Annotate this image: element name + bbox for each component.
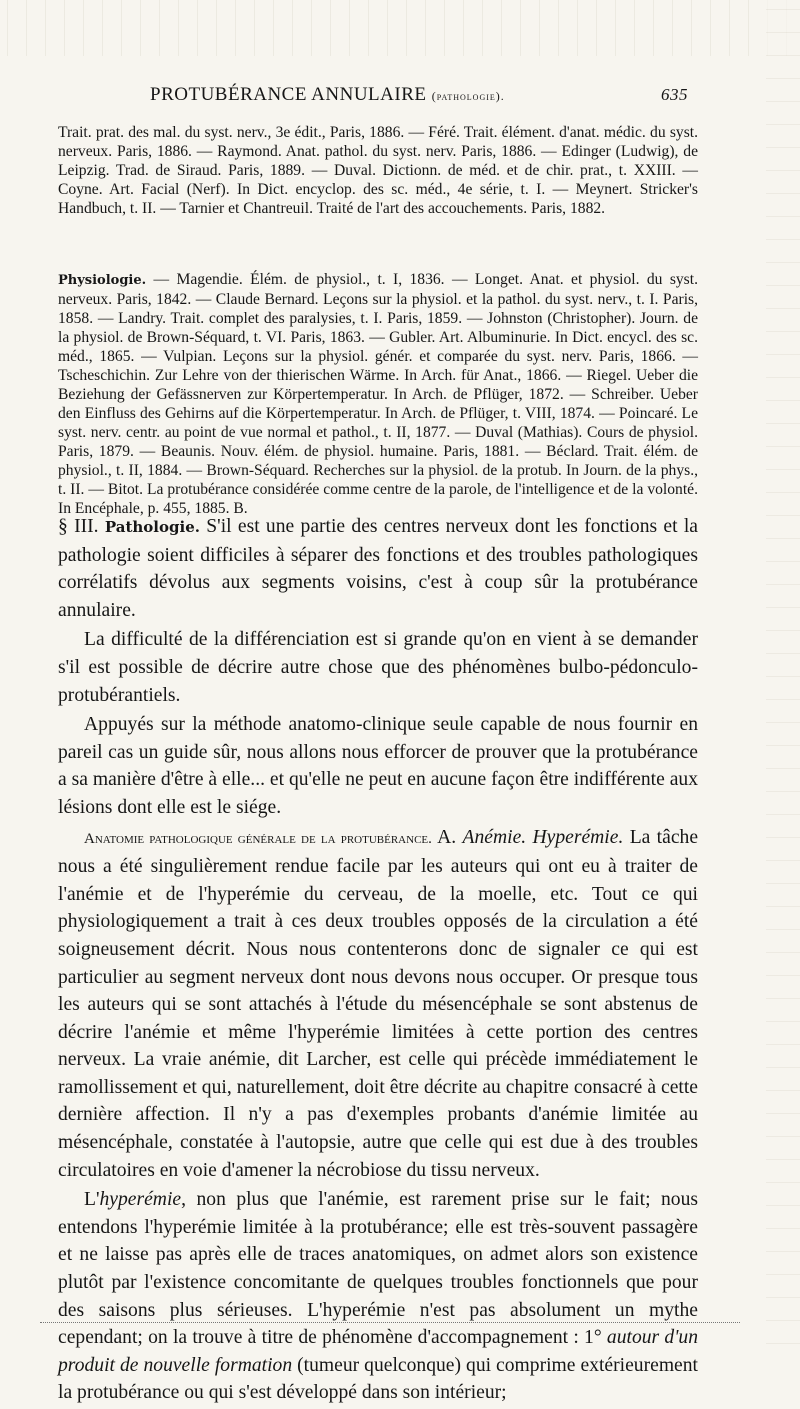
paragraph-2: La difficulté de la différenciation est si grande qu'on en vient à se demander s'il est possible de décrire autre chose que des phénomènes bulbo-pédonculo-protubérantiels. (58, 629, 698, 706)
header-subtitle: (pathologie). (431, 89, 505, 103)
bibliography-lead: Physiologie. (58, 273, 147, 288)
bibliography-block-1 (58, 123, 698, 218)
paragraph-1: § III. Pathologie. S'il est une partie des centres nerveux dont les fonctions et la pathologie soient difficiles à séparer des fonctions et des troubles pathologiques corrélatifs dévolus aux segments voisins, c'est à coup sûr la protubérance annulaire. (58, 516, 698, 621)
main-text (58, 513, 698, 1409)
section-marker: § III. (58, 516, 99, 537)
header-title: PROTUBÉRANCE ANNULAIRE (pathologie). (150, 84, 505, 105)
bibliography-paragraph (58, 270, 698, 518)
running-header (92, 84, 688, 106)
bibliography-text: Trait. prat. des mal. du syst. nerv., 3e édit., Paris, 1886. — Féré. Trait. élément. d'anat. médic. du syst. nerveux. Paris, 1886. — Raymond. Anat. pathol. du syst. nerv. Paris, 1886. — Edinger (Ludwig), de Leipzig. Trad. de Siraud. Paris, 1889. — Duval. Dictionn. de méd. et de chir. prat., t. XXIII. — Coyne. Art. Facial (Nerf). In Dict. encyclop. des sc. méd., 4e série, t. I. — Meynert. Stricker's Handbuch, t. II. — Tarnier et Chantreuil. Traité de l'art des accouchements. Paris, 1882. (58, 124, 698, 217)
footer-dotted-rule (40, 1322, 740, 1324)
subsection-heading: Anatomie pathologique générale de la protubérance. (84, 830, 432, 847)
paragraph-5: L'hyperémie, non plus que l'anémie, est rarement prise sur le fait; nous entendons l'hyperémie limitée à la protubérance; elle est très-souvent passagère et ne laisse pas après elle de traces anatomiques, on admet alors son existence plutôt par l'existence concomitante de quelques troubles fonctionnels que pour des saisons plus sérieuses. L'hyperémie n'est pas absolument un mythe cependant; on la trouve à titre de phénomène d'accompagnement : 1° autour d'un produit de nouvelle formation (tumeur quelconque) qui comprime extérieurement la protubérance ou qui s'est développé dans son intérieur; (58, 1189, 698, 1404)
page-number: 635 (661, 85, 688, 104)
scan-noise-edge (766, 0, 800, 1357)
bibliography-text: — Magendie. Élém. de physiol., t. I, 1836. — Longet. Anat. et physiol. du syst. nerveux. Paris, 1842. — Claude Bernard. Leçons sur la physiol. et la pathol. du syst. nerv., t. I. Paris, 1858. — Landry. Trait. complet des paralysies, t. I. Paris, 1859. — Johnston (Christopher). Journ. de la physiol. de Brown-Séquard, t. VI. Paris, 1863. — Gubler. Art. Albuminurie. In Dict. encycl. des sc. méd., 1865. — Vulpian. Leçons sur la physiol. génér. et comparée du syst. nerv. Paris, 1866. — Tscheschichin. Zur Lehre von der thierischen Wärme. In Arch. für Anat., 1866. — Riegel. Ueber die Beziehung der Gefässnerven zur Körpertemperatur. In Arch. de Pflüger, 1872. — Schreiber. Ueber den Einfluss des Gehirns auf die Körpertemperatur. In Arch. de Pflüger, t. VIII, 1874. — Poincaré. Le syst. nerv. centr. au point de vue normal et pathol., t. II, 1877. — Duval (Mathias). Cours de physiol. Paris, 1879. — Beaunis. Nouv. élém. de physiol. humaine. Paris, 1881. — Béclard. Trait. élém. de physiol., t. II, 1884. — Brown-Séquard. Recherches sur la physiol. de la protub. In Journ. de la phys., t. II. — Bitot. La protubérance considérée comme centre de la parole, de l'intelligence et de la volonté. In Encéphale, p. 455, 1885. B. (58, 271, 698, 517)
paragraph-4: Anatomie pathologique générale de la protubérance. A. Anémie. Hyperémie. La tâche nous a été singulièrement rendue facile par les auteurs qui ont eu à traiter de l'anémie et de l'hyperémie du cerveau, de la moelle, etc. Tout ce qui physiologiquement a trait à ces deux troubles opposés de la circulation a été soigneusement décrit. Nous nous contenterons donc de signaler ce qui est particulier au segment nerveux dont nous devons nous occuper. Or presque tous les auteurs qui se sont attachés à l'étude du mésencéphale se sont abstenus de décrire l'anémie et même l'hyperémie limitées à cette portion des centres nerveux. La vraie anémie, dit Larcher, est celle qui précède immédiatement le ramollissement et qui, naturellement, doit être décrite au chapitre consacré à cette dernière affection. Il n'y a pas d'exemples probants d'anémie limitée au mésencéphale, constatée à l'autopsie, autre que celle qui est due à des troubles circulatoires en voie d'amener la nécrobiose du tissu nerveux. (58, 826, 699, 1181)
section-heading: Pathologie. (104, 518, 200, 536)
bibliography-block-2 (58, 270, 698, 518)
scan-noise-top (0, 0, 800, 56)
paragraph-3: Appuyés sur la méthode anatomo-clinique seule capable de nous fournir en pareil cas un guide sûr, nous allons nous efforcer de prouver que la protubérance a sa manière d'être à elle... et qu'elle ne peut en aucune façon être indifférente aux lésions dont elle est le siége. (58, 714, 698, 818)
subsection-title: Anémie. Hyperémie. (462, 826, 624, 848)
